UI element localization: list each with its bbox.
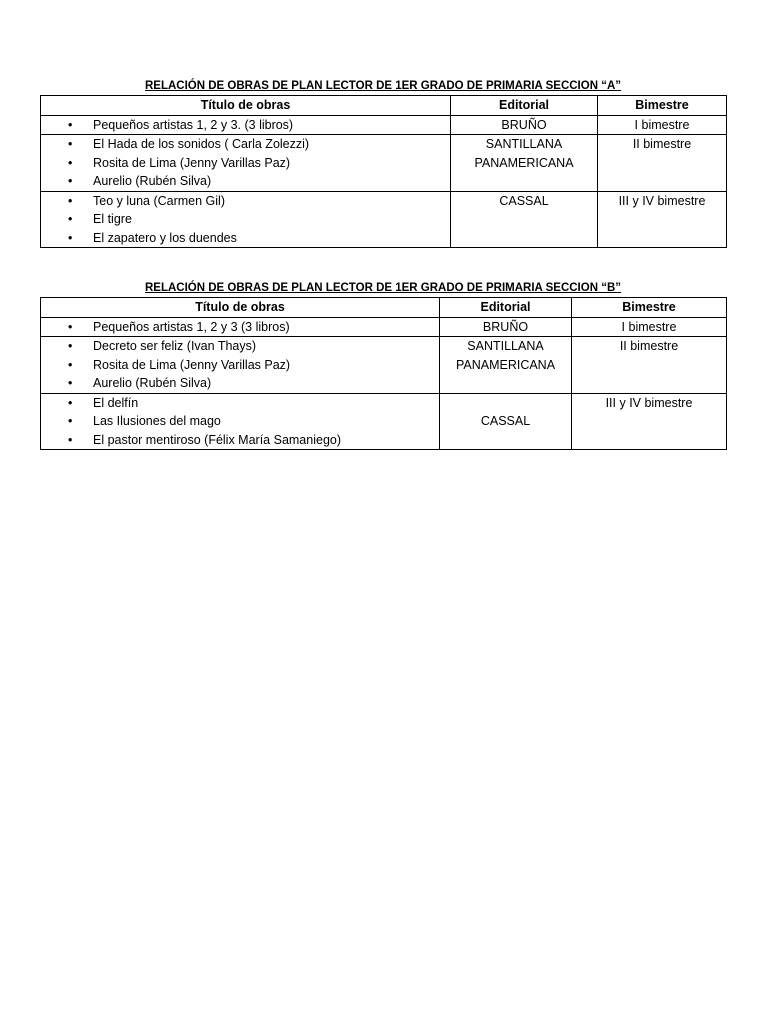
- header-titulo: Título de obras: [41, 96, 451, 116]
- header-titulo: Título de obras: [41, 298, 440, 318]
- table-row: [41, 317, 727, 337]
- bullet-icon: •: [68, 230, 73, 245]
- header-row: [41, 96, 727, 116]
- bullet-icon: •: [68, 339, 73, 353]
- bullet-icon: •: [68, 357, 73, 372]
- book-item: • Aurelio (Rubén Silva): [41, 172, 450, 191]
- bullet-icon: •: [68, 319, 73, 334]
- editorial-cell: SANTILLANA PANAMERICANA: [440, 337, 572, 394]
- table-row: [41, 337, 727, 394]
- bullet-icon: •: [68, 395, 73, 410]
- section-b: [40, 280, 726, 450]
- book-item: • Teo y luna (Carmen Gil): [41, 192, 450, 211]
- editorial-cell: BRUÑO: [440, 317, 572, 337]
- table-row: [41, 135, 727, 192]
- bullet-icon: •: [68, 432, 73, 447]
- editorial-cell: CASSAL: [440, 393, 572, 450]
- book-item: • Rosita de Lima (Jenny Varillas Paz): [41, 154, 450, 173]
- book-item: • Aurelio (Rubén Silva): [41, 374, 439, 393]
- books-cell: [41, 191, 451, 248]
- header-editorial: Editorial: [440, 298, 572, 318]
- table-row: [41, 115, 727, 135]
- book-item: • Las Ilusiones del mago: [41, 412, 439, 431]
- books-cell: [41, 135, 451, 192]
- bimestre-cell: I bimestre: [572, 317, 727, 337]
- table-row: [41, 191, 727, 248]
- bimestre-cell: II bimestre: [572, 337, 727, 394]
- books-cell: [41, 317, 440, 337]
- editorial-cell: SANTILLANA PANAMERICANA: [451, 135, 598, 192]
- editorial-cell: BRUÑO: [451, 115, 598, 135]
- books-cell: [41, 393, 440, 450]
- book-item: • El tigre: [41, 210, 450, 229]
- bullet-icon: •: [68, 212, 73, 226]
- bullet-icon: •: [68, 137, 73, 151]
- bullet-icon: •: [68, 414, 73, 428]
- bimestre-cell: III y IV bimestre: [572, 393, 727, 450]
- section-a-title: RELACIÓN DE OBRAS DE PLAN LECTOR DE 1ER GRADO DE PRIMARIA SECCION “A”: [144, 80, 621, 92]
- bimestre-cell: II bimestre: [598, 135, 727, 192]
- books-cell: [41, 337, 440, 394]
- book-item: • El pastor mentiroso (Félix María Samaniego): [41, 431, 439, 450]
- bimestre-cell: III y IV bimestre: [598, 191, 727, 248]
- book-item: • Pequeños artistas 1, 2 y 3 (3 libros): [41, 318, 439, 337]
- header-row: [41, 298, 727, 318]
- section-a: [40, 78, 726, 248]
- book-item: • El zapatero y los duendes: [41, 229, 450, 248]
- books-cell: [41, 115, 451, 135]
- book-item: • Decreto ser feliz (Ivan Thays): [41, 337, 439, 356]
- book-item: • Pequeños artistas 1, 2 y 3. (3 libros): [41, 116, 450, 135]
- bullet-icon: •: [68, 155, 73, 170]
- header-editorial: Editorial: [451, 96, 598, 116]
- bullet-icon: •: [68, 193, 73, 208]
- table-row: [41, 393, 727, 450]
- editorial-cell: CASSAL: [451, 191, 598, 248]
- bullet-icon: •: [68, 174, 73, 188]
- bimestre-cell: I bimestre: [598, 115, 727, 135]
- header-bimestre: Bimestre: [598, 96, 727, 116]
- book-item: • Rosita de Lima (Jenny Varillas Paz): [41, 356, 439, 375]
- section-b-title: RELACIÓN DE OBRAS DE PLAN LECTOR DE 1ER GRADO DE PRIMARIA SECCION “B”: [144, 282, 621, 294]
- section-a-table: [40, 95, 727, 248]
- book-item: • El Hada de los sonidos ( Carla Zolezzi): [41, 135, 450, 154]
- bullet-icon: •: [68, 117, 73, 132]
- book-item: • El delfín: [41, 394, 439, 413]
- bullet-icon: •: [68, 376, 73, 390]
- header-bimestre: Bimestre: [572, 298, 727, 318]
- section-b-table: [40, 297, 727, 450]
